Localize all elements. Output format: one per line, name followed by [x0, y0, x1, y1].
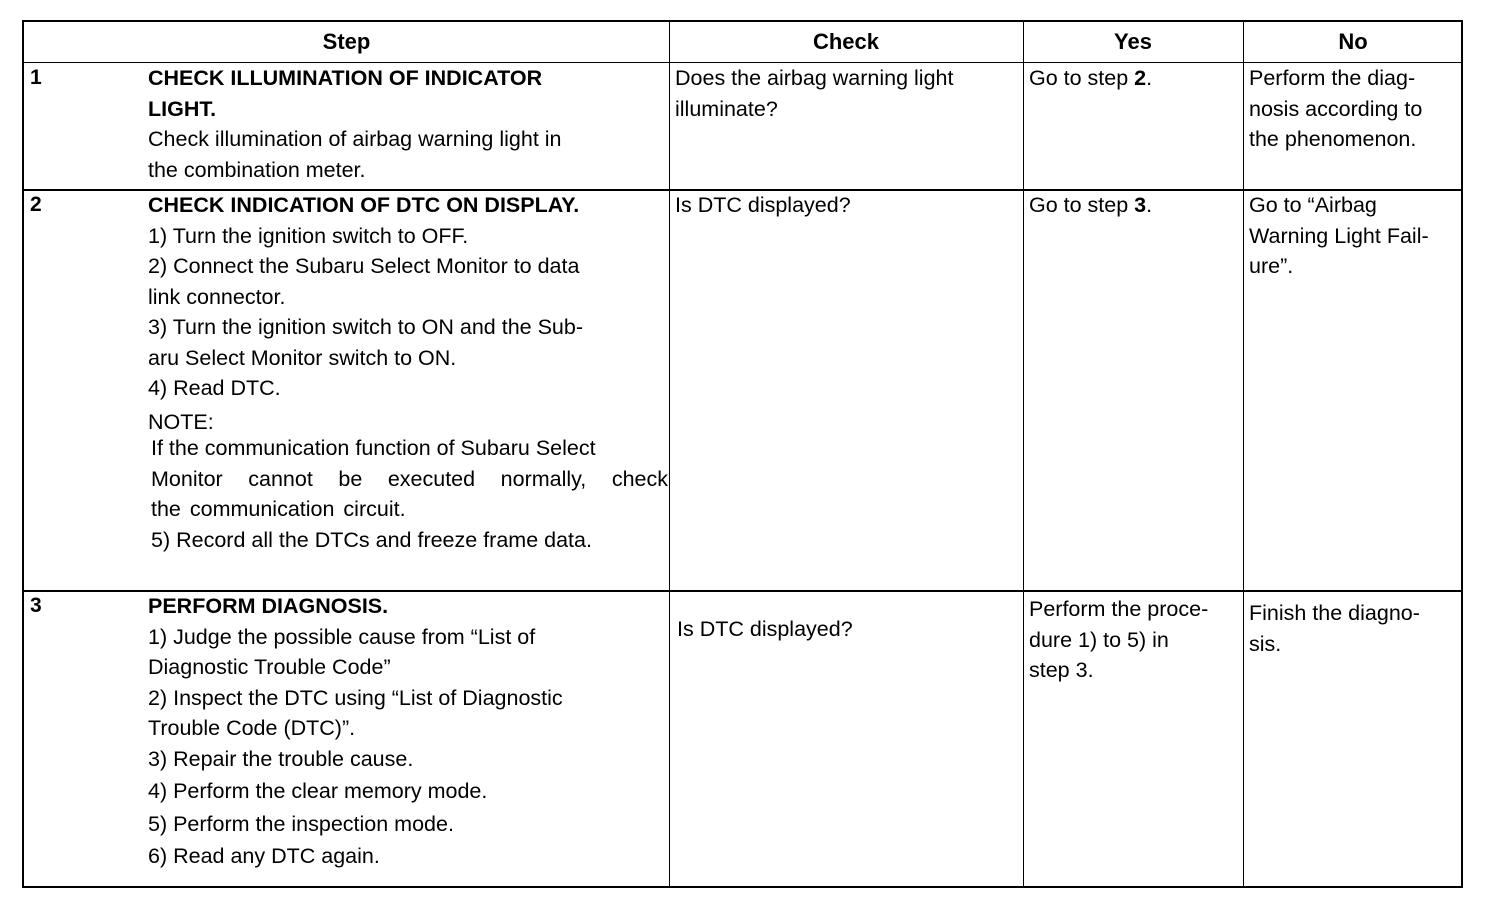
table-row — [24, 63, 669, 189]
check-text: illuminate? — [675, 96, 778, 121]
step-instruction: 5) Perform the inspection mode. — [148, 811, 454, 836]
note-text: the communication circuit. — [151, 497, 406, 521]
yes-text: dure 1) to 5) in — [1029, 627, 1169, 652]
yes-text-suffix: . — [1146, 193, 1153, 217]
step-number: 1 — [30, 66, 42, 89]
step-instruction: 4) Perform the clear memory mode. — [148, 779, 488, 803]
header-no: No — [1338, 29, 1368, 54]
yes-step-number: 3 — [1134, 193, 1147, 217]
step-description — [148, 63, 663, 185]
check-cell — [677, 614, 1020, 645]
check-text: Does the airbag warning light — [675, 66, 954, 90]
note-text: If the communication function of Subaru Select — [151, 436, 596, 460]
yes-text-suffix: . — [1146, 66, 1153, 90]
no-text: Warning Light Fail- — [1249, 223, 1429, 248]
no-text: Perform the diag- — [1249, 66, 1416, 90]
column-divider-yes-no — [1243, 22, 1244, 886]
yes-text: step 3. — [1029, 658, 1094, 682]
step-title: PERFORM DIAGNOSIS. — [148, 594, 389, 618]
check-text: Is DTC displayed? — [677, 617, 853, 641]
check-text: Is DTC displayed? — [675, 193, 851, 217]
step-text: the combination meter. — [148, 157, 366, 182]
step-instruction: aru Select Monitor switch to ON. — [148, 345, 457, 370]
step-instruction: 3) Repair the trouble cause. — [148, 746, 414, 771]
yes-step-number: 2 — [1134, 66, 1147, 90]
header-yes: Yes — [1114, 29, 1152, 54]
step-instruction: Diagnostic Trouble Code” — [148, 655, 391, 679]
no-cell — [1249, 63, 1461, 155]
step-instruction: 3) Turn the ignition switch to ON and the Sub- — [148, 315, 584, 339]
note-label: NOTE: — [148, 409, 214, 434]
step-number: 3 — [30, 594, 42, 617]
step-description — [148, 190, 668, 555]
yes-text: Go to step — [1029, 66, 1135, 90]
note-box — [148, 433, 668, 555]
no-text: nosis according to — [1249, 96, 1423, 121]
header-check: Check — [812, 29, 880, 54]
step-instruction: link connector. — [148, 284, 286, 309]
step-instruction: 6) Read any DTC again. — [148, 844, 380, 868]
yes-text: Go to step — [1029, 193, 1135, 217]
step-title: CHECK ILLUMINATION OF INDICATOR — [148, 66, 543, 90]
table-row — [24, 591, 669, 887]
column-divider-step-check — [669, 22, 670, 886]
step-number: 2 — [30, 193, 42, 216]
step-title: LIGHT. — [148, 96, 217, 121]
no-cell — [1249, 598, 1461, 659]
step-instruction: Trouble Code (DTC)”. — [148, 716, 356, 740]
step-instruction: 5) Record all the DTCs and freeze frame data. — [151, 527, 592, 552]
step-instruction: 4) Read DTC. — [148, 376, 281, 400]
no-text: sis. — [1249, 631, 1282, 656]
step-instruction: 1) Turn the ignition switch to OFF. — [148, 223, 469, 248]
step-description — [148, 591, 663, 872]
no-text: ure”. — [1249, 254, 1294, 278]
diagnosis-table — [22, 20, 1463, 888]
step-instruction: 2) Connect the Subaru Select Monitor to data — [148, 254, 580, 278]
step-title: CHECK INDICATION OF DTC ON DISPLAY. — [148, 193, 580, 217]
yes-cell — [1029, 594, 1241, 686]
no-text: Finish the diagno- — [1249, 601, 1420, 625]
column-divider-check-yes — [1023, 22, 1024, 886]
note-text: Monitor cannot be executed normally, check — [151, 466, 668, 491]
table-row — [24, 190, 669, 590]
yes-text: Perform the proce- — [1029, 597, 1209, 621]
no-text: Go to “Airbag — [1249, 193, 1377, 217]
check-cell — [675, 63, 1020, 124]
step-instruction: 1) Judge the possible cause from “List of — [148, 624, 536, 649]
step-instruction: 2) Inspect the DTC using “List of Diagnostic — [148, 685, 563, 710]
yes-cell — [1029, 190, 1241, 221]
no-text: the phenomenon. — [1249, 127, 1417, 151]
step-text: Check illumination of airbag warning light in — [148, 127, 562, 151]
check-cell — [675, 190, 1020, 221]
header-step: Step — [322, 29, 371, 54]
no-cell — [1249, 190, 1461, 282]
yes-cell — [1029, 63, 1241, 94]
